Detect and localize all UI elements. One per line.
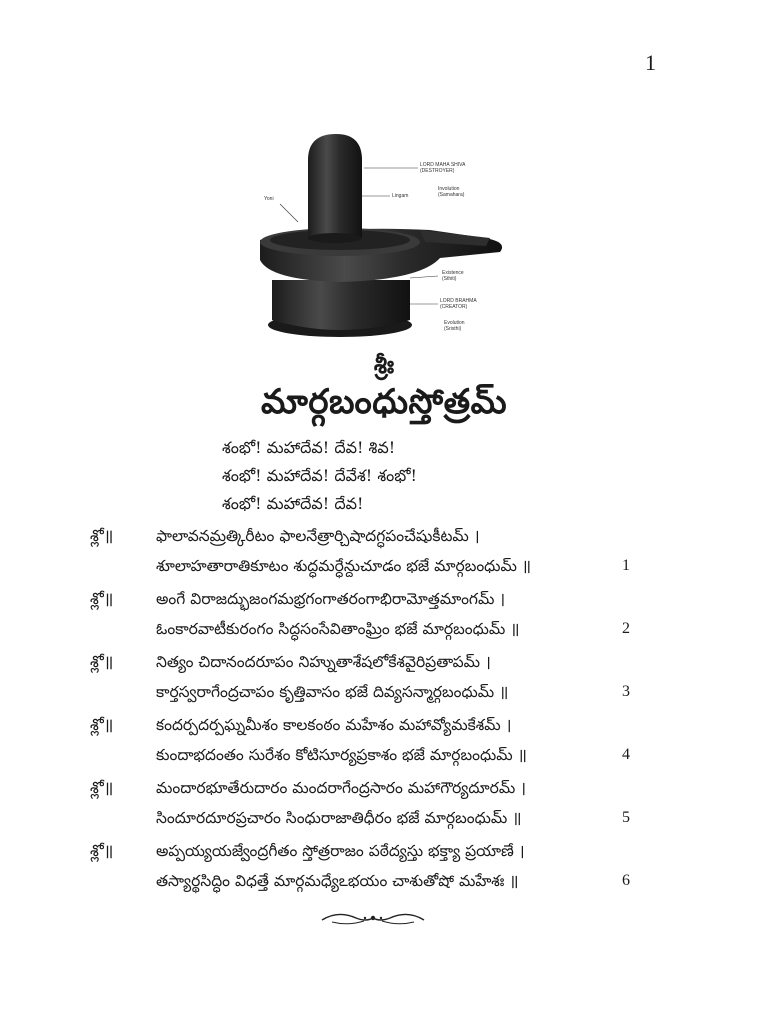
verse	[90, 837, 650, 900]
page-title: మార్గబంధుస్తోత్రమ్	[260, 382, 508, 422]
verse-number: 6	[622, 872, 630, 889]
label-lingam: Lingam	[392, 193, 409, 199]
verse-line-1: అప్పయ్యయజ్వేంద్రగీతం స్తోత్రరాజం పఠేద్యస్తు భక్త్యా ప్రయాణే ।	[156, 842, 525, 860]
verse-line-1: అంగే విరాజద్భుజంగమభ్రగంగాతరంగాభిరామోత్తమాంగమ్ ।	[156, 590, 506, 608]
verse-line-1: ఫాలావనమ్రత్కిరీటం ఫాలనేత్రార్చిషాదగ్ధపంచేషుకీటమ్ ।	[156, 527, 480, 545]
verse-number: 2	[622, 620, 630, 637]
verse-number: 3	[622, 683, 630, 700]
page-number: 1	[645, 50, 656, 75]
verse-label: శ్లో॥	[90, 841, 114, 860]
shivalingam-image	[250, 130, 520, 340]
verse-label: శ్లో॥	[90, 715, 114, 734]
verse-line-1: మందారభూతేరుదారం మందరాగేంద్రసారం మహాగౌర్యదూరమ్ ।	[156, 779, 527, 797]
verse	[90, 711, 650, 774]
verse-line-2: తస్యార్థసిద్ధిం విధత్తే మార్గమధ్యేఽభయం చాశుతోషో మహేశః ॥	[156, 872, 519, 890]
ornament-divider-icon	[318, 906, 428, 930]
verse	[90, 774, 650, 837]
verse-line-2: శూలాహతారాతికూటం శుద్ధమర్ధేన్దుచూడం భజే మార్గబంధుమ్ ॥	[156, 557, 532, 575]
invocation-line: శంభో! మహాదేవ! దేవ! శివ!	[222, 438, 396, 457]
verse-label: శ్లో॥	[90, 589, 114, 608]
verse-label: శ్లో॥	[90, 652, 114, 671]
verse-label: శ్లో॥	[90, 526, 114, 545]
verse-line-2: కుందాభదంతం సురేశం కోటిసూర్యప్రకాశం భజే మార్గబంధుమ్ ॥	[156, 746, 527, 764]
verse	[90, 585, 650, 648]
invocation-block	[222, 434, 417, 518]
verse-number: 1	[622, 557, 630, 574]
verse-number: 4	[622, 746, 630, 763]
verse-line-1: నిత్యం చిదానందరూపం నిహ్నుతాశేషలోకేశవైరిప్రతాపమ్ ।	[156, 653, 491, 671]
shivalingam-figure	[250, 130, 520, 340]
verse-line-2: కార్తస్వరాగేంద్రచాపం కృత్తివాసం భజే దివ్యసన్మార్గబంధుమ్ ॥	[156, 683, 509, 701]
verse	[90, 648, 650, 711]
verse-line-2: ఓంకారవాటీకురంగం సిద్ధసంసేవితాంఘ్రిం భజే మార్గబంధుమ్ ॥	[156, 620, 520, 638]
verse-list	[90, 522, 650, 900]
label-evolution: Evolution (Sristhi)	[444, 320, 465, 332]
verse-label: శ్లో॥	[90, 778, 114, 797]
verse-line-2: సిందూరదూరప్రచారం సింధురాజాతిధీరం భజే మార్గబంధుమ్ ॥	[156, 809, 522, 827]
label-yoni: Yoni	[264, 196, 274, 202]
verse-line-1: కందర్పదర్పఘ్నమీశం కాలకంఠం మహేశం మహావ్యోమకేశమ్ ।	[156, 716, 512, 734]
label-lord-brahma: LORD BRAHMA (CREATOR)	[440, 298, 477, 310]
invocation-line: శంభో! మహాదేవ! దేవేశ! శంభో!	[222, 466, 417, 485]
verse-number: 5	[622, 809, 630, 826]
verse	[90, 522, 650, 585]
label-lord-maha-shiva: LORD MAHA SHIVA (DESTROYER)	[420, 162, 466, 174]
label-existence: Existence (Sthiti)	[442, 270, 464, 282]
sri-heading: శ్రీః	[373, 350, 395, 379]
invocation-line: శంభో! మహాదేవ! దేవ!	[222, 494, 364, 513]
label-involution: Involution (Samahara)	[438, 186, 465, 198]
